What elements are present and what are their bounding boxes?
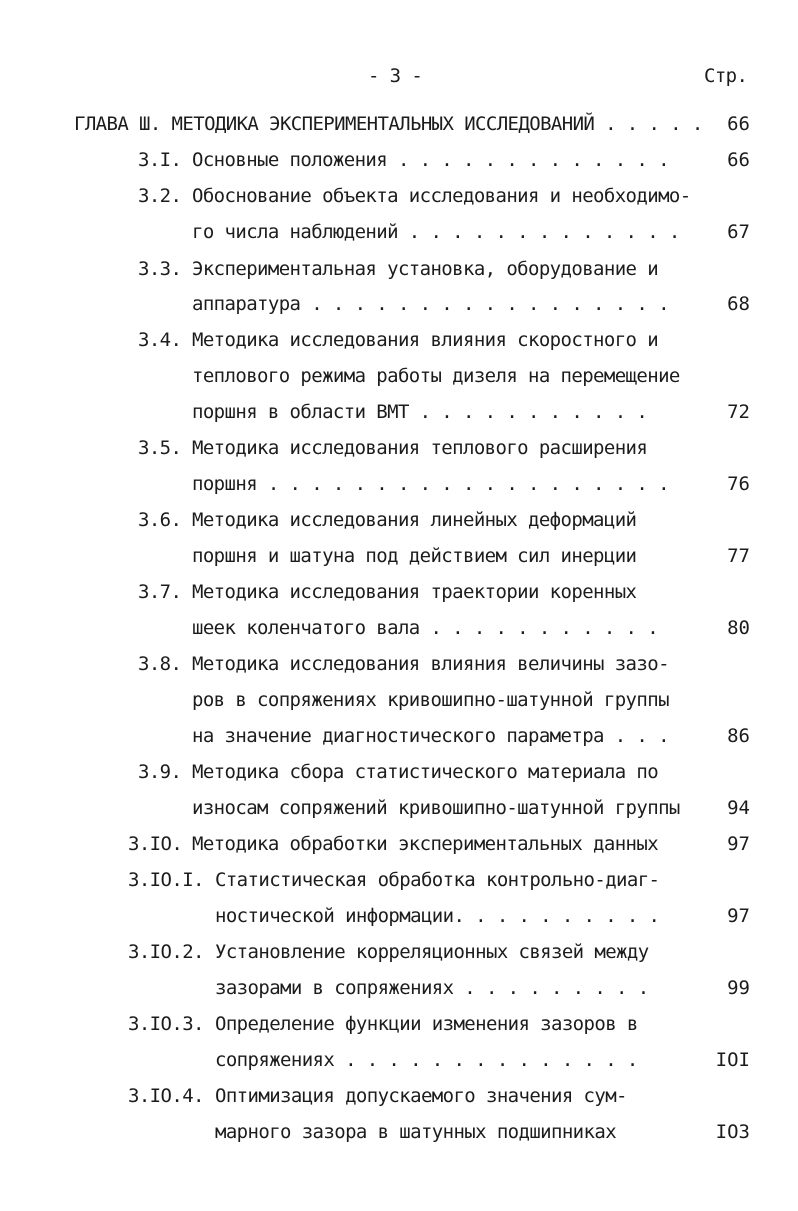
- entry-text: ров в сопряжениях кривошипно-шатунной группы: [192, 689, 669, 711]
- page-column-label: Стр.: [704, 65, 748, 87]
- entry-page: 80: [727, 617, 750, 639]
- entry-number: 3.7.: [138, 581, 182, 603]
- entry-number: 3.8.: [138, 653, 182, 675]
- entry-text: Методика исследования теплового расширения: [192, 437, 648, 459]
- entry-number: 3.5.: [138, 437, 182, 459]
- entry-text: шеек коленчатого вала . . . . . . . . . . .: [192, 617, 659, 639]
- entry-page: 97: [727, 905, 750, 927]
- entry-text: Экспериментальная установка, оборудование и: [192, 258, 659, 280]
- entry-text: на значение диагностического параметра . . .: [192, 725, 669, 747]
- chapter-page: 66: [727, 113, 750, 135]
- entry-text: ностической информации. . . . . . . . . .: [215, 905, 660, 927]
- entry-text: Основные положения . . . . . . . . . . . . .: [192, 149, 669, 171]
- entry-number: 3.IO.: [128, 833, 183, 855]
- entry-text: Методика исследования влияния величины зазо-: [192, 653, 669, 675]
- entry-text: Методика обработки экспериментальных данных: [192, 833, 659, 855]
- entry-page: IO3: [715, 1121, 750, 1143]
- entry-text: Установление корреляционных связей между: [215, 941, 649, 963]
- entry-page: 67: [727, 221, 750, 243]
- entry-number: 3.IO.3.: [128, 1013, 204, 1035]
- entry-number: 3.3.: [138, 258, 182, 280]
- entry-number: 3.4.: [138, 329, 182, 351]
- entry-text: поршня . . . . . . . . . . . . . . . . . . .: [192, 473, 669, 495]
- entry-page: 99: [727, 977, 750, 999]
- entry-number: 3.6.: [138, 509, 182, 531]
- entry-page: 72: [727, 401, 750, 423]
- entry-number: 3.IO.I.: [128, 869, 204, 891]
- entry-number: 3.I.: [138, 149, 182, 171]
- entry-page: IOI: [715, 1049, 750, 1071]
- entry-text: зазорами в сопряжениях . . . . . . . . .: [215, 977, 649, 999]
- entry-page: 77: [727, 545, 750, 567]
- entry-text: Обоснование объекта исследования и необходимо-: [192, 185, 691, 207]
- entry-page: 66: [727, 149, 750, 171]
- entry-number: 3.IO.4.: [128, 1085, 204, 1107]
- entry-text: марного зазора в шатунных подшипниках: [215, 1121, 617, 1143]
- entry-page: 86: [727, 725, 750, 747]
- page-number: - 3 -: [368, 65, 423, 87]
- entry-text: Методика сбора статистического материала по: [192, 761, 659, 783]
- entry-number: 3.2.: [138, 185, 182, 207]
- entry-text: Методика исследования линейных деформаций: [192, 509, 637, 531]
- entry-text: аппаратура . . . . . . . . . . . . . . . . .: [192, 293, 669, 315]
- entry-page: 97: [727, 833, 750, 855]
- chapter-title: ГЛАВА Ш. МЕТОДИКА ЭКСПЕРИМЕНТАЛЬНЫХ ИССЛЕДОВАНИЙ . . . . .: [74, 113, 703, 135]
- entry-text: Оптимизация допускаемого значения сум-: [215, 1085, 627, 1107]
- entry-page: 68: [727, 293, 750, 315]
- entry-text: поршня в области ВМТ . . . . . . . . . . .: [192, 401, 648, 423]
- entry-text: го числа наблюдений . . . . . . . . . . . . .: [192, 221, 680, 243]
- entry-text: поршня и шатуна под действием сил инерции: [192, 545, 637, 567]
- entry-text: сопряжениях . . . . . . . . . . . . . .: [215, 1049, 638, 1071]
- entry-text: износам сопряжений кривошипно-шатунной группы: [192, 797, 680, 819]
- entry-text: Методика исследования влияния скоростного и: [192, 329, 659, 351]
- entry-number: 3.IO.2.: [128, 941, 204, 963]
- entry-number: 3.9.: [138, 761, 182, 783]
- entry-text: теплового режима работы дизеля на перемещение: [192, 365, 680, 387]
- entry-page: 76: [727, 473, 750, 495]
- entry-text: Методика исследования траектории коренных: [192, 581, 637, 603]
- entry-text: Статистическая обработка контрольно-диаг-: [215, 869, 660, 891]
- entry-page: 94: [727, 797, 750, 819]
- entry-text: Определение функции изменения зазоров в: [215, 1013, 638, 1035]
